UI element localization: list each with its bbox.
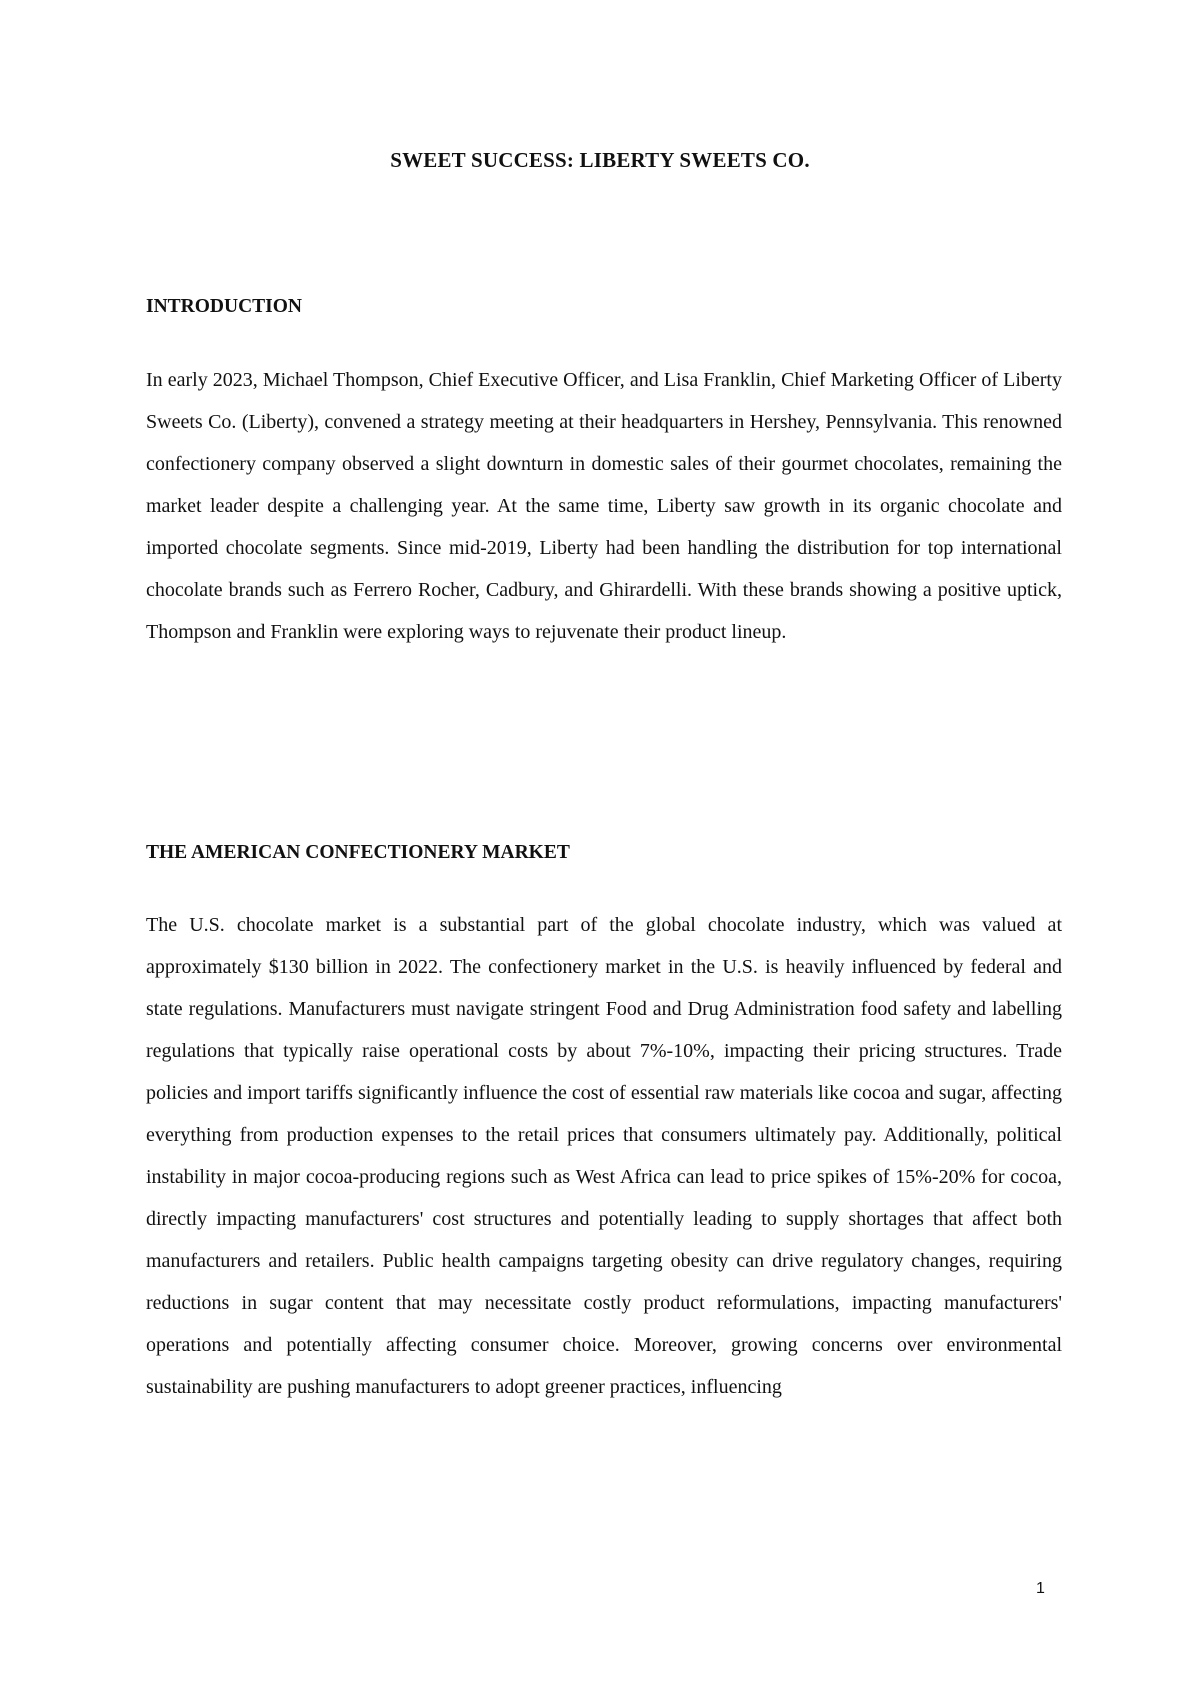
page-number: 1 <box>1036 1580 1045 1597</box>
section-body-introduction: In early 2023, Michael Thompson, Chief Executive Officer, and Lisa Franklin, Chief Marketing Officer of Liberty Sweets Co. (Liberty), convened a strategy meeting at their headquarters in Hershey, Pennsylvania. This renowned confectionery company observed a slight downturn in domestic sales of their gourmet chocolates, remaining the market leader despite a challenging year. At the same time, Liberty saw growth in its organic chocolate and imported chocolate segments. Since mid-2019, Liberty had been handling the distribution for top international chocolate brands such as Ferrero Rocher, Cadbury, and Ghirardelli. With these brands showing a positive uptick, Thompson and Franklin were exploring ways to rejuvenate their product lineup. <box>146 369 1062 643</box>
section-body-market: The U.S. chocolate market is a substantial part of the global chocolate industry, which was valued at approximately $130 billion in 2022. The confectionery market in the U.S. is heavily influenced by federal and state regulations. Manufacturers must navigate stringent Food and Drug Administration food safety and labelling regulations that typically raise operational costs by about 7%-10%, impacting their pricing structures. Trade policies and import tariffs significantly influence the cost of essential raw materials like cocoa and sugar, affecting everything from production expenses to the retail prices that consumers ultimately pay. Additionally, political instability in major cocoa-producing regions such as West Africa can lead to price spikes of 15%-20% for cocoa, directly impacting manufacturers' cost structures and potentially leading to supply shortages that affect both manufacturers and retailers. Public health campaigns targeting obesity can drive regulatory changes, requiring reductions in sugar content that may necessitate costly product reformulations, impacting manufacturers' operations and potentially affecting consumer choice. Moreover, growing concerns over environmental sustainability are pushing manufacturers to adopt greener practices, influencing <box>146 914 1062 1398</box>
section-heading-market: THE AMERICAN CONFECTIONERY MARKET <box>146 842 570 863</box>
section-heading-introduction: INTRODUCTION <box>146 296 303 317</box>
document-title: SWEET SUCCESS: LIBERTY SWEETS CO. <box>390 148 810 172</box>
